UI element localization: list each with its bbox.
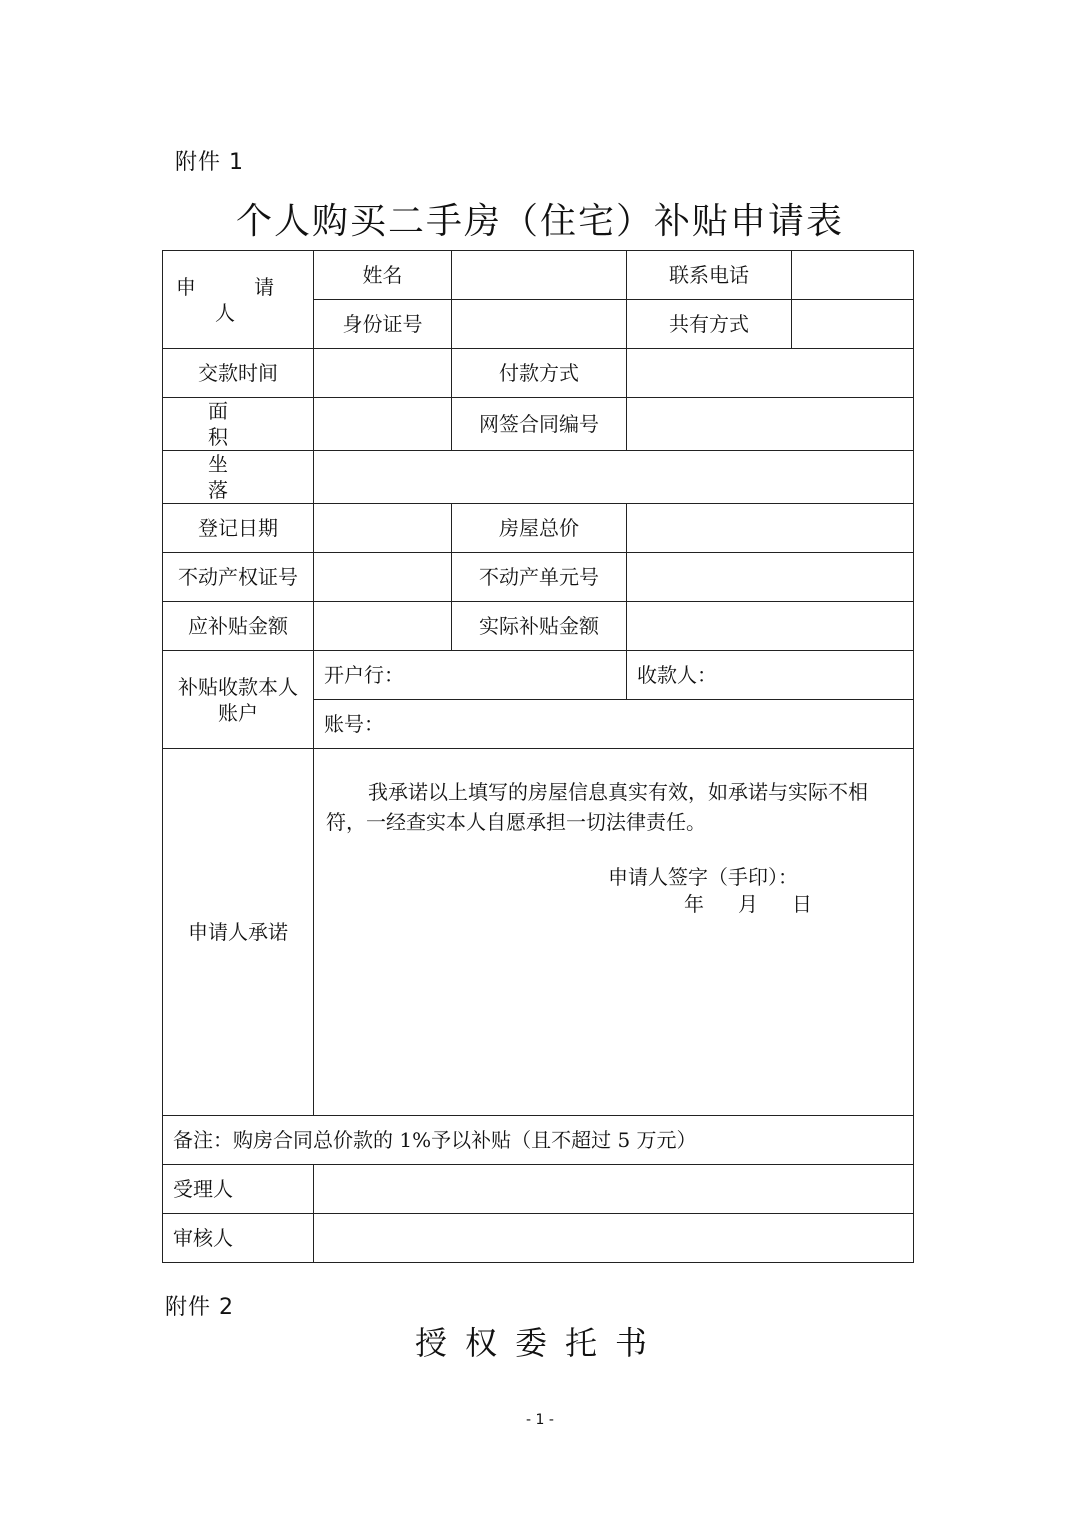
property-cert-label: 不动产权证号 [163, 553, 314, 602]
promise-label: 申请人承诺 [163, 749, 314, 1116]
payment-method-label: 付款方式 [452, 349, 627, 398]
due-subsidy-label: 应补贴金额 [163, 602, 314, 651]
location-field[interactable] [314, 451, 914, 504]
due-subsidy-field[interactable] [314, 602, 452, 651]
register-date-field[interactable] [314, 504, 452, 553]
signature-label[interactable]: 申请人签字（手印）： [608, 865, 798, 889]
total-price-label: 房屋总价 [452, 504, 627, 553]
id-number-field[interactable] [452, 300, 627, 349]
payee-field[interactable]: 收款人： [627, 651, 914, 700]
account-label: 补贴收款本人账户 [163, 651, 314, 749]
payment-time-label: 交款时间 [163, 349, 314, 398]
form-title: 个人购买二手房（住宅）补贴申请表 [235, 201, 844, 242]
reviewer-label: 审核人 [163, 1214, 314, 1263]
payment-method-field[interactable] [627, 349, 914, 398]
name-field[interactable] [452, 251, 627, 300]
remark-note: 备注：购房合同总价款的 1%予以补贴（且不超过 5 万元） [163, 1116, 914, 1165]
applicant-label: 申 请 人 [163, 251, 314, 349]
year-label: 年 [684, 892, 704, 916]
contract-no-field[interactable] [627, 398, 914, 451]
signature-date[interactable] [326, 891, 905, 917]
account-no-field[interactable]: 账号： [314, 700, 914, 749]
day-label: 日 [792, 892, 812, 916]
reviewer-field[interactable] [314, 1214, 914, 1263]
name-label: 姓名 [314, 251, 452, 300]
authorization-title: 授权委托书 [414, 1324, 665, 1362]
subsidy-application-form [162, 250, 914, 1263]
register-date-label: 登记日期 [163, 504, 314, 553]
handler-label: 受理人 [163, 1165, 314, 1214]
phone-label: 联系电话 [627, 251, 792, 300]
co-ownership-label: 共有方式 [627, 300, 792, 349]
property-cert-field[interactable] [314, 553, 452, 602]
phone-field[interactable] [792, 251, 914, 300]
bank-field[interactable]: 开户行： [314, 651, 627, 700]
attachment-1-label: 附件 1 [175, 150, 244, 175]
area-label: 面 积 [163, 398, 314, 451]
total-price-field[interactable] [627, 504, 914, 553]
contract-no-label: 网签合同编号 [452, 398, 627, 451]
id-number-label: 身份证号 [314, 300, 452, 349]
attachment-2-label: 附件 2 [165, 1295, 234, 1320]
area-field[interactable] [314, 398, 452, 451]
handler-field[interactable] [314, 1165, 914, 1214]
location-label: 坐 落 [163, 451, 314, 504]
month-label: 月 [738, 892, 758, 916]
payment-time-field[interactable] [314, 349, 452, 398]
promise-text: 我承诺以上填写的房屋信息真实有效，如承诺与实际不相符，一经查实本人自愿承担一切法律责任。 [326, 780, 868, 834]
property-unit-label: 不动产单元号 [452, 553, 627, 602]
property-unit-field[interactable] [627, 553, 914, 602]
co-ownership-field[interactable] [792, 300, 914, 349]
actual-subsidy-label: 实际补贴金额 [452, 602, 627, 651]
promise-cell [314, 749, 914, 1116]
actual-subsidy-field[interactable] [627, 602, 914, 651]
page-number: - 1 - [526, 1412, 554, 1428]
